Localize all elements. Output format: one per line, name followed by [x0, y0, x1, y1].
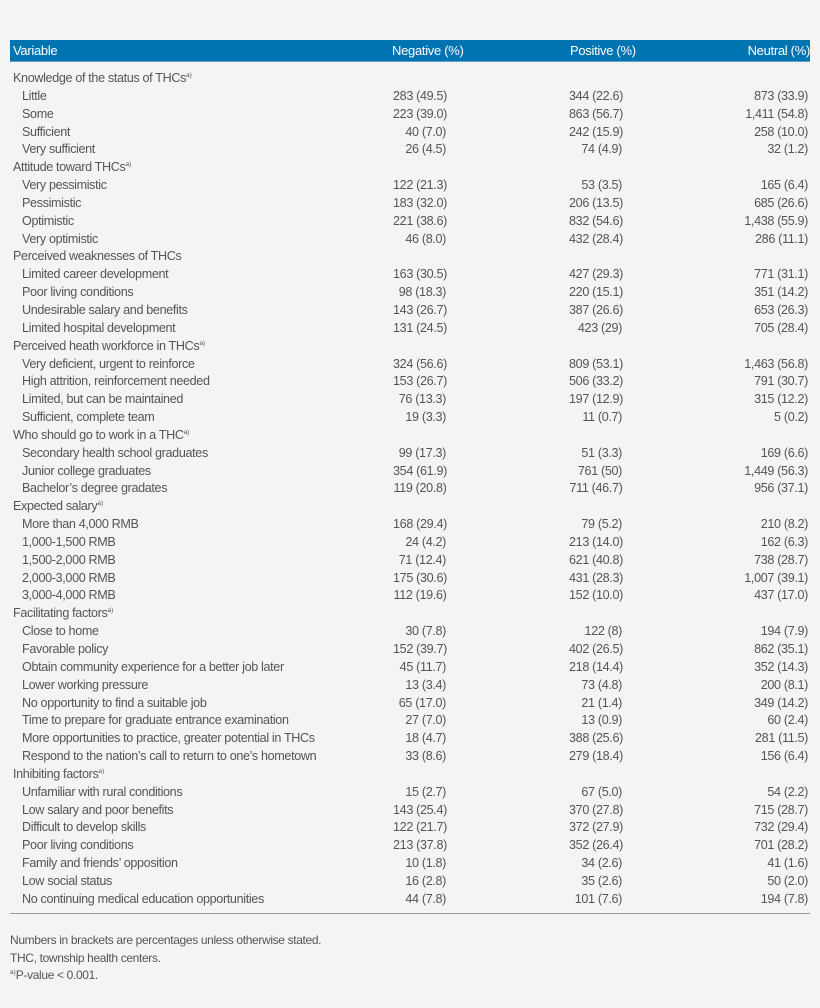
section-heading — [10, 766, 810, 784]
cell-neutral: 738 (28.7) — [754, 552, 808, 567]
cell-negative: 16 (2.8) — [405, 873, 446, 888]
table-row — [10, 356, 810, 374]
row-label: Low social status — [22, 873, 112, 888]
cell-neutral: 60 (2.4) — [767, 713, 808, 728]
cell-neutral: 705 (28.4) — [754, 320, 808, 335]
cell-neutral: 715 (28.7) — [754, 802, 808, 817]
cell-positive: 122 (8) — [584, 624, 622, 639]
table-row — [10, 855, 810, 873]
cell-positive: 101 (7.6) — [574, 891, 622, 906]
cell-negative: 354 (61.9) — [393, 463, 447, 478]
cell-neutral: 1,463 (56.8) — [744, 356, 808, 371]
cell-neutral: 194 (7.9) — [760, 624, 808, 639]
cell-negative: 131 (24.5) — [393, 320, 447, 335]
section-title: Knowledge of the status of THCs$^{a)}$ — [13, 71, 192, 85]
table-row — [10, 231, 810, 249]
section-heading — [10, 427, 810, 445]
cell-positive: 388 (25.6) — [569, 731, 623, 746]
row-label: Undesirable salary and benefits — [22, 302, 188, 317]
cell-neutral: 873 (33.9) — [754, 88, 808, 103]
row-label: Obtain community experience for a better job later — [22, 659, 284, 674]
table-row — [10, 213, 810, 231]
cell-neutral: 653 (26.3) — [754, 302, 808, 317]
row-label: Sufficient — [22, 124, 71, 139]
table-row — [10, 712, 810, 730]
table-row — [10, 641, 810, 659]
table-row — [10, 141, 810, 159]
section-title: Expected salary$^{a)}$ — [13, 499, 104, 514]
cell-positive: 761 (50) — [577, 463, 622, 478]
cell-positive: 220 (15.1) — [569, 285, 623, 300]
row-label: 3,000-4,000 RMB — [22, 588, 116, 603]
table-footnotes — [10, 932, 321, 985]
header-negative: Negative (%) — [392, 43, 464, 58]
cell-neutral: 200 (8.1) — [760, 677, 808, 692]
section-heading — [10, 248, 810, 266]
cell-negative: 45 (11.7) — [399, 659, 446, 674]
section-title: Facilitating factors$^{a)}$ — [13, 606, 114, 621]
cell-negative: 98 (18.3) — [398, 285, 446, 300]
cell-neutral: 862 (35.1) — [754, 642, 808, 656]
cell-negative: 19 (3.3) — [405, 410, 446, 425]
table-row — [10, 534, 810, 552]
table-row — [10, 552, 810, 570]
cell-neutral: 50 (2.0) — [767, 873, 808, 888]
section-title: Perceived weaknesses of THCs — [13, 249, 182, 264]
table-row — [10, 445, 810, 463]
table-row — [10, 677, 810, 695]
cell-positive: 152 (10.0) — [569, 588, 623, 603]
cell-positive: 402 (26.5) — [569, 642, 623, 656]
table-row — [10, 409, 810, 427]
cell-positive: 79 (5.2) — [581, 517, 622, 532]
row-label: More than 4,000 RMB — [22, 517, 139, 532]
table-row — [10, 748, 810, 766]
cell-positive: 21 (1.4) — [581, 695, 622, 710]
cell-negative: 33 (8.6) — [405, 749, 446, 764]
table-row — [10, 570, 810, 588]
cell-positive: 387 (26.6) — [569, 302, 623, 317]
cell-neutral: 286 (11.1) — [755, 231, 808, 246]
cell-positive: 344 (22.6) — [569, 88, 623, 103]
header-neutral: Neutral (%) — [747, 43, 810, 58]
cell-positive: 427 (29.3) — [569, 267, 623, 282]
cell-positive: 279 (18.4) — [569, 749, 623, 764]
cell-positive: 218 (14.4) — [569, 659, 623, 674]
row-label: More opportunities to practice, greater potential in THCs — [22, 731, 315, 746]
row-label: Poor living conditions — [22, 838, 134, 853]
cell-negative: 24 (4.2) — [405, 534, 446, 549]
row-label: Close to home — [22, 624, 99, 639]
table-row — [10, 480, 810, 498]
cell-negative: 163 (30.5) — [393, 267, 447, 282]
row-label: Limited, but can be maintained — [22, 392, 184, 407]
cell-neutral: 1,449 (56.3) — [744, 463, 808, 478]
cell-neutral: 281 (11.5) — [755, 731, 808, 746]
cell-positive: 352 (26.4) — [569, 838, 623, 853]
cell-neutral: 437 (17.0) — [754, 588, 808, 603]
cell-negative: 15 (2.7) — [405, 784, 446, 799]
table-row — [10, 124, 810, 142]
cell-negative: 65 (17.0) — [398, 695, 446, 710]
table-row — [10, 302, 810, 320]
table-row — [10, 391, 810, 409]
row-label: Limited career development — [22, 267, 169, 282]
cell-positive: 372 (27.9) — [569, 820, 623, 835]
section-heading — [10, 498, 810, 516]
cell-positive: 74 (4.9) — [581, 142, 622, 157]
footnote-marker: a) — [98, 767, 105, 775]
footnote-marker: a) — [186, 71, 192, 79]
section-heading — [10, 159, 810, 177]
cell-negative: 152 (39.7) — [393, 642, 447, 656]
row-label: Little — [22, 88, 47, 103]
footnote-p-value: $^{a)}$P-value < 0.001. — [10, 968, 98, 982]
cell-positive: 370 (27.8) — [569, 802, 623, 817]
cell-neutral: 5 (0.2) — [774, 410, 808, 425]
table-row — [10, 837, 810, 855]
cell-negative: 27 (7.0) — [405, 713, 446, 728]
row-label: Secondary health school graduates — [22, 445, 208, 460]
row-label: Very pessimistic — [22, 178, 107, 193]
table-row — [10, 373, 810, 391]
row-label: 2,000-3,000 RMB — [22, 570, 116, 585]
table-bottom-rule — [10, 913, 810, 914]
section-heading — [10, 338, 810, 356]
cell-negative: 143 (25.4) — [393, 802, 447, 817]
cell-negative: 46 (8.0) — [405, 231, 446, 246]
cell-negative: 122 (21.7) — [393, 820, 447, 835]
cell-positive: 11 (0.7) — [582, 410, 622, 425]
cell-positive: 35 (2.6) — [581, 873, 622, 888]
cell-neutral: 169 (6.6) — [760, 445, 808, 460]
cell-positive: 809 (53.1) — [569, 356, 623, 371]
data-table — [10, 40, 810, 914]
table-row — [10, 802, 810, 820]
cell-neutral: 156 (6.4) — [760, 749, 808, 764]
cell-positive: 432 (28.4) — [569, 231, 623, 246]
cell-neutral: 54 (2.2) — [767, 784, 808, 799]
table-row — [10, 891, 810, 909]
cell-negative: 221 (38.6) — [393, 213, 447, 228]
cell-negative: 183 (32.0) — [393, 195, 447, 210]
cell-negative: 213 (37.8) — [393, 838, 447, 853]
cell-neutral: 1,007 (39.1) — [744, 570, 808, 585]
table-row — [10, 623, 810, 641]
cell-negative: 13 (3.4) — [405, 677, 446, 692]
cell-negative: 143 (26.7) — [393, 302, 447, 317]
footnote-marker: a) — [183, 428, 190, 436]
table-row — [10, 266, 810, 284]
cell-negative: 283 (49.5) — [393, 88, 447, 103]
cell-negative: 71 (12.4) — [398, 552, 446, 567]
cell-positive: 832 (54.6) — [569, 213, 623, 228]
cell-positive: 51 (3.3) — [581, 445, 622, 460]
cell-positive: 67 (5.0) — [581, 784, 622, 799]
table-row — [10, 587, 810, 605]
table-header — [10, 40, 810, 62]
footnote-marker: a) — [125, 161, 132, 169]
cell-positive: 206 (13.5) — [569, 195, 623, 210]
cell-negative: 18 (4.7) — [405, 731, 446, 746]
cell-negative: 76 (13.3) — [398, 392, 446, 407]
cell-neutral: 349 (14.2) — [754, 695, 808, 710]
cell-neutral: 351 (14.2) — [754, 285, 808, 300]
cell-negative: 175 (30.6) — [393, 570, 447, 585]
cell-neutral: 685 (26.6) — [754, 195, 808, 210]
footnote-marker: a) — [199, 339, 206, 347]
table-row — [10, 177, 810, 195]
cell-positive: 13 (0.9) — [581, 713, 622, 728]
table-row — [10, 659, 810, 677]
cell-neutral: 732 (29.4) — [754, 820, 808, 835]
row-label: Time to prepare for graduate entrance examination — [22, 713, 289, 728]
cell-negative: 40 (7.0) — [405, 124, 446, 139]
cell-positive: 53 (3.5) — [581, 178, 622, 193]
section-heading — [10, 70, 810, 88]
cell-negative: 168 (29.4) — [393, 517, 447, 532]
section-title: Who should go to work in a THC$^{a)}$ — [13, 427, 190, 442]
row-label: Lower working pressure — [22, 677, 148, 692]
cell-negative: 122 (21.3) — [393, 178, 447, 193]
row-label: High attrition, reinforcement needed — [22, 374, 210, 389]
table-row — [10, 695, 810, 713]
row-label: Sufficient, complete team — [22, 410, 155, 425]
row-label: Some — [22, 106, 54, 121]
table-body — [10, 62, 810, 909]
cell-neutral: 41 (1.6) — [767, 856, 808, 871]
row-label: Very optimistic — [22, 231, 98, 246]
table-row — [10, 284, 810, 302]
row-label: Junior college graduates — [22, 463, 151, 478]
table-row — [10, 784, 810, 802]
footnote-marker: a) — [10, 969, 16, 976]
section-title: Inhibiting factors$^{a)}$ — [13, 766, 105, 781]
table-row — [10, 873, 810, 891]
section-title: Attitude toward THCs$^{a)}$ — [13, 160, 132, 175]
row-label: No opportunity to find a suitable job — [22, 695, 207, 710]
table-row — [10, 320, 810, 338]
row-label: 1,500-2,000 RMB — [22, 552, 116, 567]
cell-neutral: 771 (31.1) — [754, 267, 808, 282]
cell-neutral: 1,411 (54.8) — [745, 106, 808, 121]
cell-positive: 34 (2.6) — [581, 856, 622, 871]
cell-negative: 112 (19.6) — [393, 588, 447, 603]
cell-neutral: 162 (6.3) — [760, 534, 808, 549]
cell-negative: 223 (39.0) — [393, 106, 447, 121]
table-row — [10, 819, 810, 837]
table-row — [10, 516, 810, 534]
cell-positive: 621 (40.8) — [569, 552, 623, 567]
row-label: Difficult to develop skills — [22, 820, 147, 835]
row-label: Pessimistic — [22, 195, 82, 210]
row-label: Respond to the nation’s call to return to one’s hometown — [22, 749, 317, 764]
cell-neutral: 352 (14.3) — [754, 659, 808, 674]
row-label: Poor living conditions — [22, 285, 134, 300]
cell-negative: 26 (4.5) — [405, 142, 446, 157]
row-label: Limited hospital development — [22, 320, 176, 335]
cell-neutral: 258 (10.0) — [754, 124, 808, 139]
cell-positive: 711 (46.7) — [569, 481, 623, 496]
row-label: Optimistic — [22, 213, 74, 228]
cell-positive: 242 (15.9) — [569, 124, 623, 139]
table-row — [10, 88, 810, 106]
row-label: No continuing medical education opportunities — [22, 891, 264, 906]
footnote-percentages: Numbers in brackets are percentages unless otherwise stated. — [10, 933, 322, 947]
cell-negative: 99 (17.3) — [398, 445, 446, 460]
cell-negative: 30 (7.8) — [405, 624, 446, 639]
table-row — [10, 106, 810, 124]
cell-positive: 213 (14.0) — [569, 534, 623, 549]
cell-positive: 73 (4.8) — [581, 677, 622, 692]
row-label: Favorable policy — [22, 642, 109, 656]
section-title: Perceived heath workforce in THCs$^{a)}$ — [13, 338, 206, 353]
cell-neutral: 165 (6.4) — [760, 178, 808, 193]
cell-neutral: 956 (37.1) — [754, 481, 808, 496]
row-label: Bachelor’s degree gradates — [22, 481, 168, 496]
footnote-thc-abbreviation: THC, township health centers. — [10, 950, 161, 965]
section-heading — [10, 605, 810, 623]
cell-neutral: 194 (7.8) — [760, 891, 808, 906]
row-label: 1,000-1,500 RMB — [22, 534, 116, 549]
cell-neutral: 315 (12.2) — [754, 392, 808, 407]
header-positive: Positive (%) — [570, 43, 636, 58]
footnote-marker: a) — [107, 607, 114, 615]
cell-negative: 324 (56.6) — [393, 356, 447, 371]
cell-positive: 431 (28.3) — [569, 570, 623, 585]
cell-neutral: 1,438 (55.9) — [744, 213, 808, 228]
row-label: Very deficient, urgent to reinforce — [22, 356, 195, 371]
row-label: Very sufficient — [22, 142, 95, 157]
cell-neutral: 701 (28.2) — [754, 838, 808, 853]
cell-neutral: 210 (8.2) — [760, 517, 808, 532]
footnote-marker: a) — [97, 500, 104, 508]
table-row — [10, 463, 810, 481]
cell-positive: 506 (33.2) — [569, 374, 623, 389]
cell-negative: 10 (1.8) — [405, 856, 446, 871]
cell-neutral: 791 (30.7) — [754, 374, 808, 389]
cell-positive: 863 (56.7) — [569, 106, 623, 121]
row-label: Low salary and poor benefits — [22, 802, 174, 817]
cell-positive: 423 (29) — [577, 320, 622, 335]
cell-negative: 119 (20.8) — [393, 481, 447, 496]
row-label: Family and friends’ opposition — [22, 856, 178, 871]
cell-negative: 153 (26.7) — [393, 374, 447, 389]
table-row — [10, 730, 810, 748]
header-variable: Variable — [13, 43, 58, 58]
cell-positive: 197 (12.9) — [569, 392, 623, 407]
row-label: Unfamiliar with rural conditions — [22, 784, 183, 799]
cell-neutral: 32 (1.2) — [767, 142, 808, 157]
cell-negative: 44 (7.8) — [405, 891, 446, 906]
table-row — [10, 195, 810, 213]
